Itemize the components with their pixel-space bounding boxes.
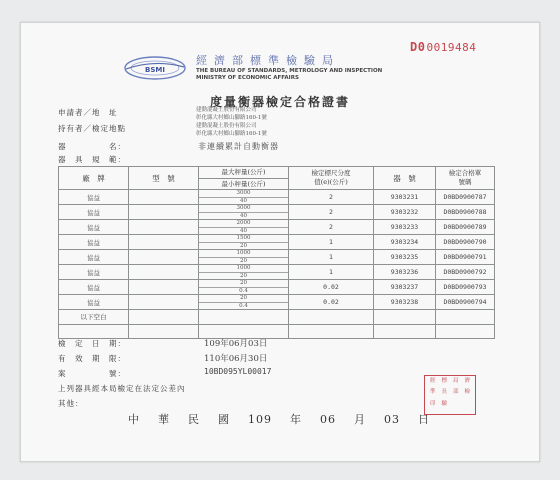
instrument-table: [58, 166, 495, 339]
other-label: 其他：: [58, 399, 84, 408]
holder-label: 持有者／檢定地點: [58, 124, 126, 133]
applicant-address: 彰化縣大村鄉山腳路160-1號: [196, 115, 267, 121]
table-row: [59, 250, 495, 265]
official-seal: 經 標 局 濟 準 長 部 檢 印 驗: [424, 375, 476, 415]
row-capacity: 3000 40: [199, 190, 289, 205]
spec-label: 器 具 規 範：: [58, 155, 126, 164]
row-division: 2: [289, 220, 374, 235]
row-capacity: 20 0.4: [199, 295, 289, 310]
row-capacity: 1000 20: [199, 250, 289, 265]
row-brand: 協益: [59, 280, 129, 295]
row-cert: D0BD0900792: [436, 265, 495, 280]
blank-note: 以下空白: [59, 310, 129, 325]
row-model: [129, 265, 199, 280]
issue-date: 中 華 民 國 109 年 06 月 03 日: [128, 413, 430, 426]
row-cert: D0BD0900791: [436, 250, 495, 265]
inspection-date-value: 109年06月03日: [204, 339, 268, 349]
header-model: 型 號: [129, 167, 199, 190]
logo-text: BSMI: [145, 66, 165, 74]
row-capacity: 1500 20: [199, 235, 289, 250]
row-division: 0.02: [289, 295, 374, 310]
row-serial: 9303236: [374, 265, 436, 280]
case-no-label: 案 號：: [58, 369, 126, 378]
row-serial: 9303231: [374, 190, 436, 205]
row-capacity: 3000 40: [199, 205, 289, 220]
row-cert: D0BD0900790: [436, 235, 495, 250]
row-cert: D0BD0900788: [436, 205, 495, 220]
row-model: [129, 190, 199, 205]
statement-text: 上列器具經本局檢定在法定公差內: [58, 384, 186, 393]
row-cert: D0BD0900787: [436, 190, 495, 205]
holder-name: 建動混凝土股份有限公司: [196, 123, 257, 129]
row-brand: 協益: [59, 205, 129, 220]
row-brand: 協益: [59, 220, 129, 235]
serial-number: D00019484: [410, 40, 477, 54]
applicant-label: 申請者／地 址: [58, 108, 118, 117]
row-cert: D0BD0900793: [436, 280, 495, 295]
header-division: 檢定標尺分度 值(e)(公斤): [289, 167, 374, 190]
row-serial: 9303238: [374, 295, 436, 310]
header-cert: 檢定合格單 號碼: [436, 167, 495, 190]
row-model: [129, 205, 199, 220]
row-model: [129, 235, 199, 250]
row-capacity: 2000 40: [199, 220, 289, 235]
row-cert: D0BD0900794: [436, 295, 495, 310]
bureau-name-zh: 經濟部標準檢驗局: [196, 54, 340, 67]
table-row: [59, 190, 495, 205]
row-model: [129, 220, 199, 235]
row-cert: D0BD0900789: [436, 220, 495, 235]
table-row: [59, 280, 495, 295]
row-capacity: 1000 20: [199, 265, 289, 280]
row-brand: 協益: [59, 250, 129, 265]
holder-address: 彰化縣大村鄉山腳路160-1號: [196, 131, 267, 137]
table-row: [59, 235, 495, 250]
table-row-empty: [59, 324, 495, 339]
row-model: [129, 280, 199, 295]
row-serial: 9303232: [374, 205, 436, 220]
row-serial: 9303233: [374, 220, 436, 235]
row-division: 2: [289, 190, 374, 205]
table-row: [59, 220, 495, 235]
header-brand: 廠 牌: [59, 167, 129, 190]
table-row: [59, 295, 495, 310]
row-division: 0.02: [289, 280, 374, 295]
bsmi-logo: [124, 55, 186, 81]
row-division: 1: [289, 235, 374, 250]
instrument-label: 器 名：: [58, 142, 126, 151]
table-row-blank: [59, 310, 495, 325]
row-brand: 協益: [59, 190, 129, 205]
row-division: 1: [289, 265, 374, 280]
row-brand: 協益: [59, 235, 129, 250]
row-model: [129, 295, 199, 310]
valid-until-value: 110年06月30日: [204, 354, 268, 364]
page-title: 度量衡器檢定合格證書: [209, 95, 350, 109]
valid-until-label: 有 效 期 限：: [58, 354, 126, 363]
case-no-value: 10BD095YL00017: [204, 367, 272, 376]
row-brand: 協益: [59, 295, 129, 310]
row-serial: 9303237: [374, 280, 436, 295]
header-serial: 器 號: [374, 167, 436, 190]
row-division: 2: [289, 205, 374, 220]
row-division: 1: [289, 250, 374, 265]
instrument-value: 非連續累計自動衡器: [198, 142, 279, 151]
table-row: [59, 205, 495, 220]
bureau-name-en: THE BUREAU OF STANDARDS, METROLOGY AND INSPECTION MINISTRY OF ECONOMIC AFFAIRS: [196, 68, 383, 81]
row-brand: 協益: [59, 265, 129, 280]
header-capacity: 最大秤量(公斤) 最小秤量(公斤): [199, 167, 289, 190]
row-serial: 9303234: [374, 235, 436, 250]
row-serial: 9303235: [374, 250, 436, 265]
row-capacity: 20 0.4: [199, 280, 289, 295]
row-model: [129, 250, 199, 265]
table-row: [59, 265, 495, 280]
inspection-date-label: 檢 定 日 期：: [58, 339, 126, 348]
applicant-name: 建動混凝土股份有限公司: [196, 107, 257, 113]
